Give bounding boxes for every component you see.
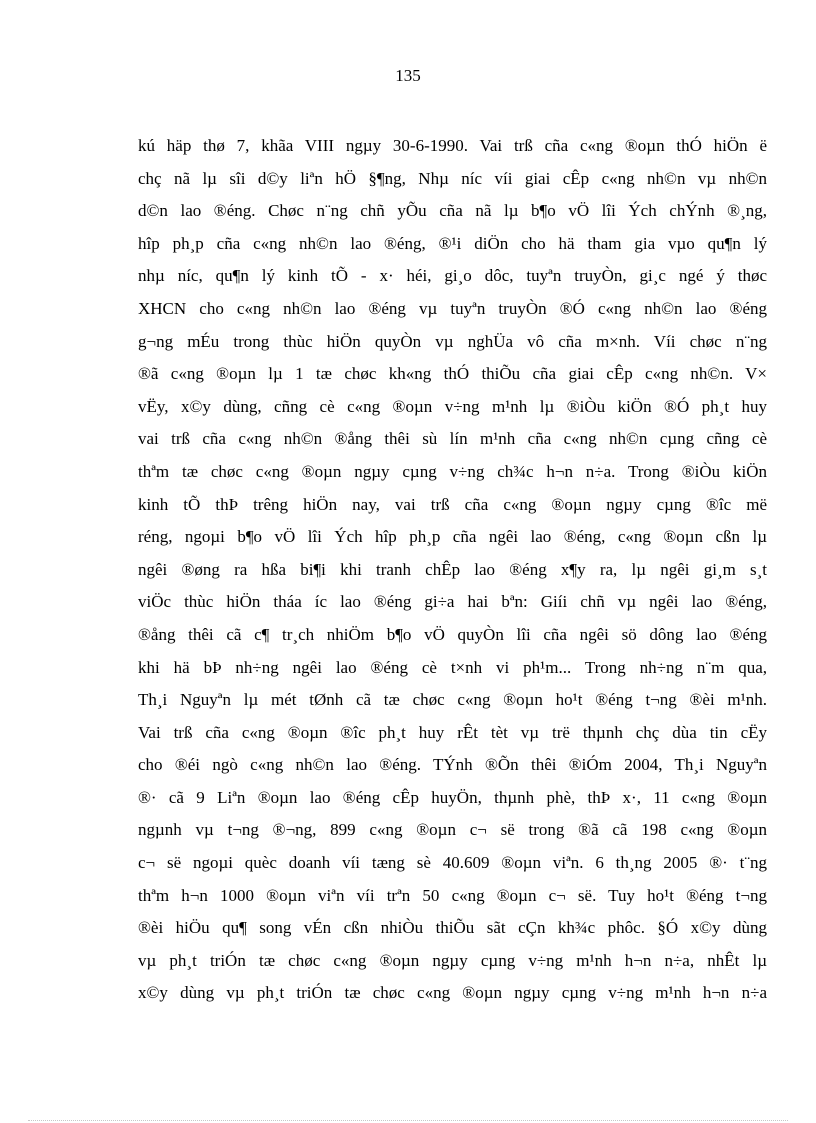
- text-line: kú häp thø 7, khãa VIII ngµy 30-6-1990. Vai trß cña c«ng ®oµn thÓ hiÖn ë: [138, 136, 767, 155]
- text-line: thªm tæ chøc c«ng ®oµn ngµy cµng v÷ng ch¾c h¬n n÷a. Trong ®iÒu kiÖn: [138, 461, 767, 481]
- text-line: nhµ níc, qu¶n lý kinh tÕ - x· héi, gi¸o dôc, tuyªn truyÒn, gi¸c ngé ý thøc: [138, 266, 767, 286]
- text-line: x©y dùng vµ ph¸t triÓn tæ chøc c«ng ®oµn ngµy cµng v÷ng m¹nh h¬n n÷a: [138, 983, 767, 1003]
- text-line: viÖc thùc hiÖn tháa íc lao ®éng gi÷a hai bªn: Giíi chñ vµ ngêi lao ®éng,: [138, 592, 767, 612]
- text-line: thªm h¬n 1000 ®oµn viªn víi trªn 50 c«ng ®oµn c¬ së. Tuy ho¹t ®éng t¬ng: [138, 885, 767, 905]
- text-line: vai trß cña c«ng nh©n ®ång thêi sù lín m¹nh cña c«ng nh©n cµng cñng cè: [138, 429, 767, 449]
- text-line: chç nã lµ sîi d©y liªn hÖ §¶ng, Nhµ níc víi giai cÊp c«ng nh©n vµ nh©n: [138, 168, 767, 188]
- text-line: c¬ së ngoµi quèc doanh víi tæng sè 40.609 ®oµn viªn. 6 th¸ng 2005 ®· t¨ng: [138, 853, 767, 873]
- text-line: XHCN cho c«ng nh©n lao ®éng vµ tuyªn truyÒn ®Ó c«ng nh©n lao ®éng: [138, 298, 767, 318]
- text-line: cho ®éi ngò c«ng nh©n lao ®éng. TÝnh ®Õn thêi ®iÓm 2004, Th¸i Nguyªn: [138, 755, 767, 775]
- text-line: kinh tÕ thÞ trêng hiÖn nay, vai trß cña c«ng ®oµn ngµy cµng ®îc më: [138, 494, 767, 514]
- text-line: ®èi hiÖu qu¶ song vÉn cßn nhiÒu thiÕu sãt cÇn kh¾c phôc. §Ó x©y dùng: [138, 918, 767, 938]
- text-line: Vai trß cña c«ng ®oµn ®îc ph¸t huy rÊt tèt vµ trë thµnh chç dùa tin cËy: [138, 722, 767, 742]
- page-bottom-divider: [28, 1120, 788, 1121]
- body-paragraph: [138, 130, 767, 1010]
- text-line: vËy, x©y dùng, cñng cè c«ng ®oµn v÷ng m¹nh lµ ®iÒu kiÖn ®Ó ph¸t huy: [138, 396, 767, 416]
- text-line: ngêi ®øng ra hßa bi¶i khi tranh chÊp lao ®éng x¶y ra, lµ ngêi gi¸m s¸t: [138, 559, 767, 579]
- text-line: ®ång thêi cã c¶ tr¸ch nhiÖm b¶o vÖ quyÒn lîi cña ngêi sö dông lao ®éng: [138, 624, 767, 644]
- text-line: ngµnh vµ t¬ng ®¬ng, 899 c«ng ®oµn c¬ së trong ®ã cã 198 c«ng ®oµn: [138, 820, 767, 840]
- text-line: ®ã c«ng ®oµn lµ 1 tæ chøc kh«ng thÓ thiÕu cña giai cÊp c«ng nh©n. V×: [138, 364, 767, 384]
- text-line: hîp ph¸p cña c«ng nh©n lao ®éng, ®¹i diÖn cho hä tham gia vµo qu¶n lý: [138, 233, 767, 253]
- text-line: ®· cã 9 Liªn ®oµn lao ®éng cÊp huyÖn, thµnh phè, thÞ x·, 11 c«ng ®oµn: [138, 787, 767, 807]
- text-line: d©n lao ®éng. Chøc n¨ng chñ yÕu cña nã lµ b¶o vÖ lîi Ých chÝnh ®¸ng,: [138, 201, 767, 221]
- text-line: réng, ngoµi b¶o vÖ lîi Ých hîp ph¸p cña ngêi lao ®éng, c«ng ®oµn cßn lµ: [138, 527, 767, 547]
- page-number: 135: [395, 66, 421, 85]
- text-line: g¬ng mÉu trong thùc hiÖn quyÒn vµ nghÜa vô cña m×nh. Víi chøc n¨ng: [138, 331, 767, 351]
- text-line: khi hä bÞ nh÷ng ngêi lao ®éng cè t×nh vi ph¹m... Trong nh÷ng n¨m qua,: [138, 657, 767, 677]
- text-line: Th¸i Nguyªn lµ mét tØnh cã tæ chøc c«ng ®oµn ho¹t ®éng t¬ng ®èi m¹nh.: [138, 690, 767, 710]
- text-line: vµ ph¸t triÓn tæ chøc c«ng ®oµn ngµy cµng v÷ng m¹nh h¬n n÷a, nhÊt lµ: [138, 950, 767, 970]
